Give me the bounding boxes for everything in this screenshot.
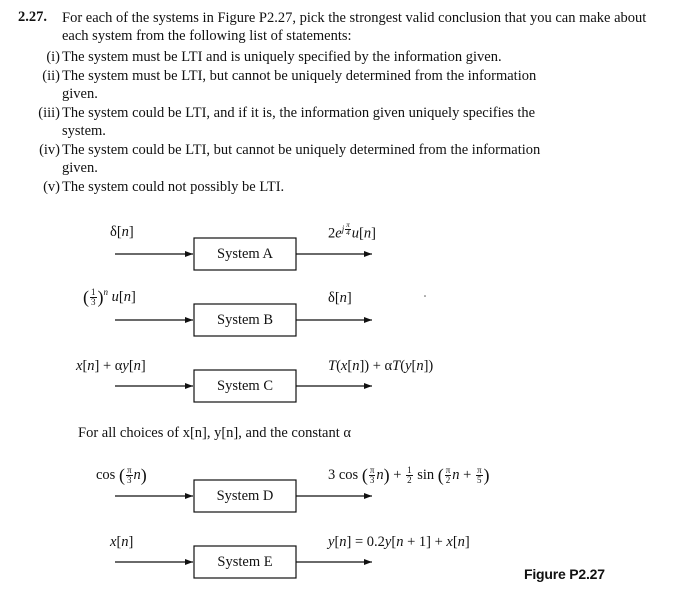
statement-text: The system must be LTI and is uniquely specified by the information given. (62, 49, 502, 65)
statement-text-cont: given. (62, 86, 98, 102)
statement-text: The system must be LTI, but cannot be uniquely determined from the information (62, 68, 537, 84)
choices-note: For all choices of x[n], y[n], and the constant α (78, 425, 351, 441)
statement-text: The system could be LTI, but cannot be uniquely determined from the information (62, 142, 541, 158)
system-a-input-signal: δ[n] (110, 224, 134, 240)
problem-number: 2.27. (18, 9, 47, 25)
system-c-label: System C (217, 378, 273, 394)
statement-number: (v) (43, 179, 60, 195)
problem-intro: For each of the systems in Figure P2.27, pick the strongest valid conclusion that you can make about each system from the following list of statements: (62, 10, 647, 44)
system-b-output-signal: δ[n] (328, 290, 352, 306)
system-c-output-signal: T(x[n]) + αT(y[n]) (328, 358, 434, 374)
system-d-label: System D (216, 488, 274, 504)
system-d-output-signal: 3 cos ( $\frac{\pi}{3}$ n) + $\frac{1}{2}$ sin ( $\frac{\pi}{2}$ n + $\frac{\pi}{5}$ ) (328, 465, 490, 485)
system-b-label: System B (217, 312, 273, 328)
statement-text: The system could be LTI, and if it is, the information given uniquely specifies the (62, 105, 536, 121)
statement-text: The system could not possibly be LTI. (62, 179, 285, 195)
system-b-input-signal: ( $\frac{1}{3}$ )$^n$ u[n] (83, 287, 136, 307)
statement-text-cont: given. (62, 160, 98, 176)
system-e-input-signal: x[n] (110, 534, 134, 550)
statement-number: (i) (46, 49, 60, 65)
statement-text-cont: system. (62, 123, 106, 139)
system-d-input-signal: cos ( $\frac{\pi}{3}$ n) (96, 465, 147, 485)
system-e-label: System E (217, 554, 273, 570)
statement-number: (iv) (39, 142, 60, 158)
figure-caption: Figure P2.27 (524, 566, 605, 582)
system-a-output-signal: $2e^{j \frac{\pi}{4}}$ u[n] (328, 221, 376, 242)
system-c-input-signal: x[n] + αy[n] (76, 358, 146, 374)
statement-number: (ii) (42, 68, 60, 84)
system-e-output-signal: y[n] = 0.2y[n + 1] + x[n] (328, 534, 470, 550)
system-a-label: System A (217, 246, 273, 262)
stray-dot (424, 295, 426, 297)
statement-number: (iii) (38, 105, 60, 121)
